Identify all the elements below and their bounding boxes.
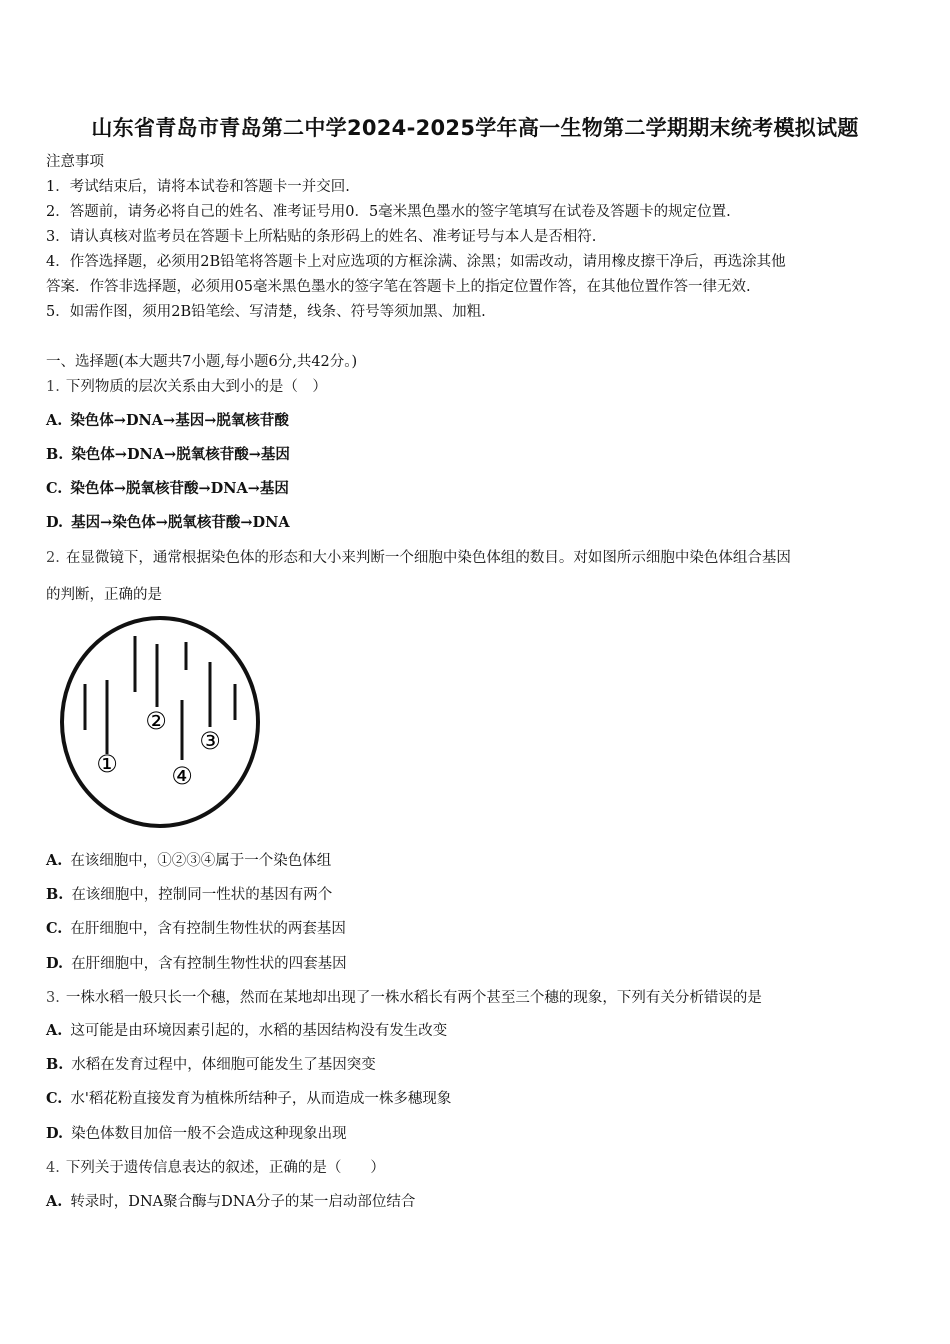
label-1: ①	[96, 750, 118, 778]
label-2: ②	[145, 707, 167, 735]
option-text: 水稻在发育过程中，体细胞可能发生了基因突变	[71, 1057, 376, 1073]
option-letter: B.	[46, 446, 64, 463]
option-item[interactable]	[46, 411, 916, 431]
option-item[interactable]	[46, 1124, 916, 1144]
question-3-stem	[46, 988, 916, 1008]
question-text: 一株水稻一般只长一个穗，然而在某地却出现了一株水稻长有两个甚至三个穗的现象，下列有关分析错误的是	[65, 990, 762, 1006]
label-3: ③	[199, 727, 221, 755]
notice-item: 2．答题前，请务必将自己的姓名、准考证号用0．5毫米黑色墨水的签字笔填写在试卷及答题卡的规定位置.	[46, 204, 731, 220]
option-text: 染色体→DNA→基因→脱氧核苷酸	[70, 412, 289, 429]
option-text: 在该细胞中，控制同一性状的基因有两个	[71, 887, 333, 903]
notice-item: 1．考试结束后，请将本试卷和答题卡一并交回.	[46, 179, 350, 195]
option-item[interactable]	[46, 1089, 916, 1109]
label-4: ④	[171, 762, 193, 790]
option-item[interactable]	[46, 479, 916, 499]
question-4-stem	[46, 1158, 916, 1178]
question-text: 下列关于遗传信息表达的叙述，正确的是（ ）	[65, 1160, 385, 1176]
question-text: 下列物质的层次关系由大到小的是（ ）	[65, 379, 327, 395]
notice-item: 答案．作答非选择题，必须用05毫米黑色墨水的签字笔在答题卡上的指定位置作答，在其他位置作答一律无效.	[46, 279, 751, 295]
option-letter: A.	[46, 1022, 63, 1039]
option-letter: D.	[46, 1125, 64, 1142]
option-letter: A.	[46, 852, 63, 869]
option-text: 染色体→DNA→脱氧核苷酸→基因	[71, 446, 290, 463]
option-letter: B.	[46, 886, 64, 903]
notice-item: 3．请认真核对监考员在答题卡上所粘贴的条形码上的姓名、准考证号与本人是否相符.	[46, 229, 597, 245]
option-letter: A.	[46, 1193, 63, 1210]
option-text: 染色体数目加倍一般不会造成这种现象出现	[71, 1126, 347, 1142]
option-item[interactable]	[46, 954, 916, 974]
option-letter: C.	[46, 1090, 63, 1107]
option-letter: D.	[46, 514, 64, 531]
option-item[interactable]	[46, 1192, 916, 1212]
question-number: 3.	[46, 990, 60, 1006]
question-1-stem	[46, 377, 916, 397]
option-text: 转录时，DNA聚合酶与DNA分子的某一启动部位结合	[70, 1194, 416, 1210]
option-text: 基因→染色体→脱氧核苷酸→DNA	[71, 514, 290, 531]
cell-chromosome-figure	[55, 612, 265, 832]
option-item[interactable]	[46, 1021, 916, 1041]
option-letter: A.	[46, 412, 63, 429]
option-letter: B.	[46, 1056, 64, 1073]
question-number: 4.	[46, 1160, 60, 1176]
option-item[interactable]	[46, 1055, 916, 1075]
question-number: 2.	[46, 550, 60, 566]
notice-item: 4．作答选择题，必须用2B铅笔将答题卡上对应选项的方框涂满、涂黑；如需改动，请用橡皮擦干净后，再选涂其他	[46, 254, 786, 270]
option-letter: D.	[46, 955, 64, 972]
option-item[interactable]	[46, 513, 916, 533]
question-text: 在显微镜下，通常根据染色体的形态和大小来判断一个细胞中染色体组的数目。对如图所示细胞中染色体组合基因	[65, 550, 791, 566]
option-item[interactable]	[46, 445, 916, 465]
option-text: 染色体→脱氧核苷酸→DNA→基因	[70, 480, 289, 497]
option-letter: C.	[46, 920, 63, 937]
section-heading: 一、选择题(本大题共7小题,每小题6分,共42分。)	[46, 354, 358, 370]
option-item[interactable]	[46, 919, 916, 939]
option-item[interactable]	[46, 851, 916, 871]
question-2-stem-cont: 的判断，正确的是	[46, 587, 162, 603]
notice-item: 5．如需作图，须用2B铅笔绘、写清楚，线条、符号等须加黑、加粗.	[46, 304, 486, 320]
option-text: 在肝细胞中，含有控制生物性状的两套基因	[70, 921, 346, 937]
option-item[interactable]	[46, 885, 916, 905]
option-text: 这可能是由环境因素引起的，水稻的基因结构没有发生改变	[70, 1023, 448, 1039]
option-text: 在肝细胞中，含有控制生物性状的四套基因	[71, 956, 347, 972]
option-text: 水'稻花粉直接发育为植株所结种子，从而造成一株多穗现象	[70, 1091, 452, 1107]
option-letter: C.	[46, 480, 63, 497]
page-title: 山东省青岛市青岛第二中学2024-2025学年高一生物第二学期期末统考模拟试题	[91, 116, 859, 140]
notice-heading: 注意事项	[46, 154, 104, 170]
question-number: 1.	[46, 379, 60, 395]
question-2-stem	[46, 548, 916, 568]
option-text: 在该细胞中，①②③④属于一个染色体组	[70, 853, 332, 869]
